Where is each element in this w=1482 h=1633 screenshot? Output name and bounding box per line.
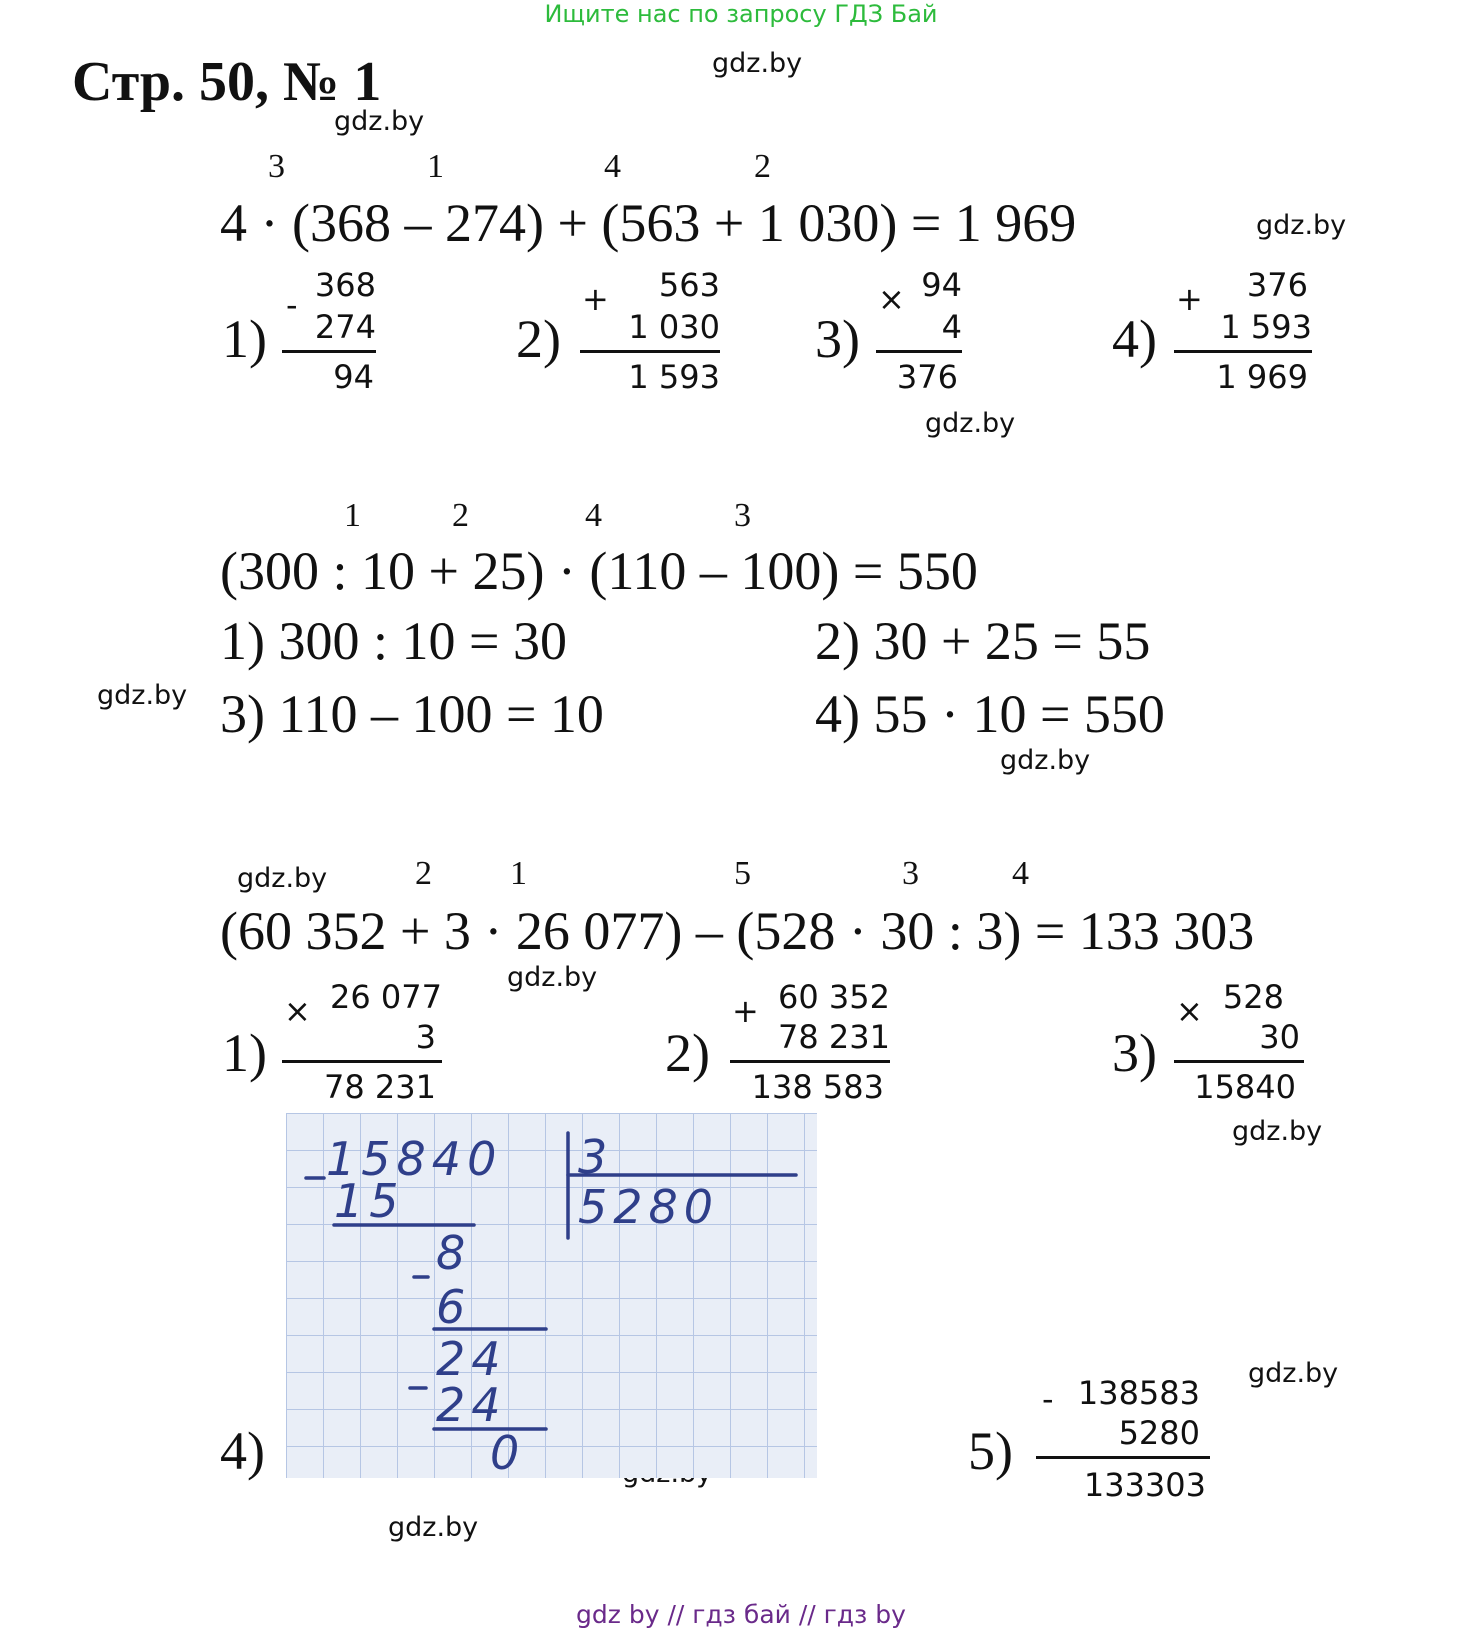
- watermark: gdz.by: [925, 408, 1016, 439]
- watermark: gdz.by: [388, 1512, 479, 1543]
- order-number: 4: [585, 497, 602, 534]
- result: 78 231: [324, 1068, 436, 1106]
- result-line: [1174, 1060, 1304, 1063]
- step-label: 3): [815, 309, 860, 369]
- column-calc: [1174, 266, 1312, 396]
- result: 133303: [1083, 1466, 1206, 1504]
- result-line: [730, 1060, 890, 1063]
- step-label: 3): [1112, 1023, 1157, 1083]
- operand-b: 5280: [1118, 1414, 1200, 1452]
- order-number: 2: [452, 497, 469, 534]
- order-number: 4: [604, 148, 621, 185]
- division-line: 24: [436, 1332, 507, 1386]
- watermark: gdz.by: [1000, 745, 1091, 776]
- operand-a: 94: [921, 266, 962, 304]
- step-label: 5): [968, 1421, 1013, 1481]
- watermark: gdz.by: [97, 680, 188, 711]
- division-line: 0: [490, 1426, 526, 1478]
- division-line: 24: [436, 1378, 507, 1432]
- divisor: 3: [578, 1130, 614, 1184]
- operand-a: 26 077: [330, 978, 442, 1016]
- order-number: 1: [427, 148, 444, 185]
- operator: ×: [284, 992, 311, 1030]
- column-calc: [876, 266, 962, 396]
- result-line: [1036, 1456, 1210, 1459]
- order-number: 3: [734, 497, 751, 534]
- column-calc: [282, 266, 376, 396]
- equation: 4 · (368 – 274) + (563 + 1 030) = 1 969: [220, 193, 1077, 253]
- result-line: [1174, 350, 1312, 353]
- equation: (300 : 10 + 25) · (110 – 100) = 550: [220, 541, 978, 601]
- operand-a: 368: [314, 266, 376, 304]
- watermark: gdz.by: [1256, 210, 1347, 241]
- operand-a: 376: [1246, 266, 1308, 304]
- order-number: 5: [734, 855, 751, 892]
- result: 1 969: [1216, 358, 1308, 396]
- result: 376: [896, 358, 958, 396]
- step-line: 1) 300 : 10 = 30: [220, 611, 567, 671]
- watermark: gdz.by: [237, 863, 328, 894]
- step-label: 2): [665, 1023, 710, 1083]
- operand-b: 4: [941, 308, 962, 346]
- equation: (60 352 + 3 · 26 077) – (528 · 30 : 3) = 133 303: [220, 901, 1255, 961]
- operand-a: 563: [658, 266, 720, 304]
- result-line: [876, 350, 962, 353]
- operand-b: 274: [314, 308, 376, 346]
- dividend: 15840: [326, 1132, 503, 1186]
- step-line: 2) 30 + 25 = 55: [815, 611, 1151, 671]
- result: 15840: [1194, 1068, 1296, 1106]
- top-banner: Ищите нас по запросу ГДЗ Бай: [544, 0, 938, 28]
- order-number: 3: [268, 148, 285, 185]
- operator: -: [1042, 1380, 1054, 1418]
- column-calc: [1036, 1374, 1210, 1504]
- result: 94: [333, 358, 374, 396]
- order-number: 1: [510, 855, 527, 892]
- operator: +: [732, 992, 759, 1030]
- division-ink: [286, 1113, 817, 1478]
- operand-a: 528: [1222, 978, 1284, 1016]
- result: 1 593: [628, 358, 720, 396]
- footer-links: gdz by // гдз бай // гдз by: [576, 1600, 906, 1629]
- column-calc: [1174, 978, 1304, 1108]
- order-number: 4: [1012, 855, 1029, 892]
- operand-b: 1 593: [1220, 308, 1312, 346]
- operator: ×: [1176, 992, 1203, 1030]
- operator: ×: [878, 280, 905, 318]
- operator: +: [1176, 280, 1203, 318]
- step-label: 2): [516, 309, 561, 369]
- division-line: 6: [436, 1280, 472, 1334]
- step-label: 1): [222, 1023, 267, 1083]
- step-label: 4): [1112, 309, 1157, 369]
- result-line: [282, 1060, 442, 1063]
- operand-b: 1 030: [628, 308, 720, 346]
- step-line: 4) 55 · 10 = 550: [815, 684, 1165, 744]
- column-calc: [282, 978, 442, 1108]
- order-number: 2: [754, 148, 771, 185]
- operand-b: 3: [415, 1018, 436, 1056]
- result-line: [580, 350, 720, 353]
- result-line: [282, 350, 376, 353]
- operator: -: [286, 286, 298, 324]
- watermark: gdz.by: [1232, 1116, 1323, 1147]
- step-label: 1): [222, 309, 267, 369]
- watermark: gdz.by: [334, 106, 425, 137]
- quotient: 5280: [578, 1180, 720, 1234]
- operand-a: 138583: [1077, 1374, 1200, 1412]
- division-line: 8: [436, 1226, 472, 1280]
- step-label: 4): [220, 1421, 265, 1481]
- watermark: gdz.by: [712, 48, 803, 79]
- page-title: Стр. 50, № 1: [72, 51, 382, 113]
- operand-b: 78 231: [778, 1018, 890, 1056]
- step-line: 3) 110 – 100 = 10: [220, 684, 604, 744]
- operand-a: 60 352: [778, 978, 890, 1016]
- column-calc: [580, 266, 720, 396]
- result: 138 583: [751, 1068, 884, 1106]
- order-number: 3: [902, 855, 919, 892]
- division-photo: [286, 1113, 817, 1478]
- order-number: 1: [344, 497, 361, 534]
- column-calc: [730, 978, 890, 1108]
- operator: +: [582, 280, 609, 318]
- watermark: gdz.by: [1248, 1358, 1339, 1389]
- watermark: gdz.by: [507, 962, 598, 993]
- operand-b: 30: [1259, 1018, 1300, 1056]
- division-line: 15: [334, 1174, 405, 1228]
- order-number: 2: [415, 855, 432, 892]
